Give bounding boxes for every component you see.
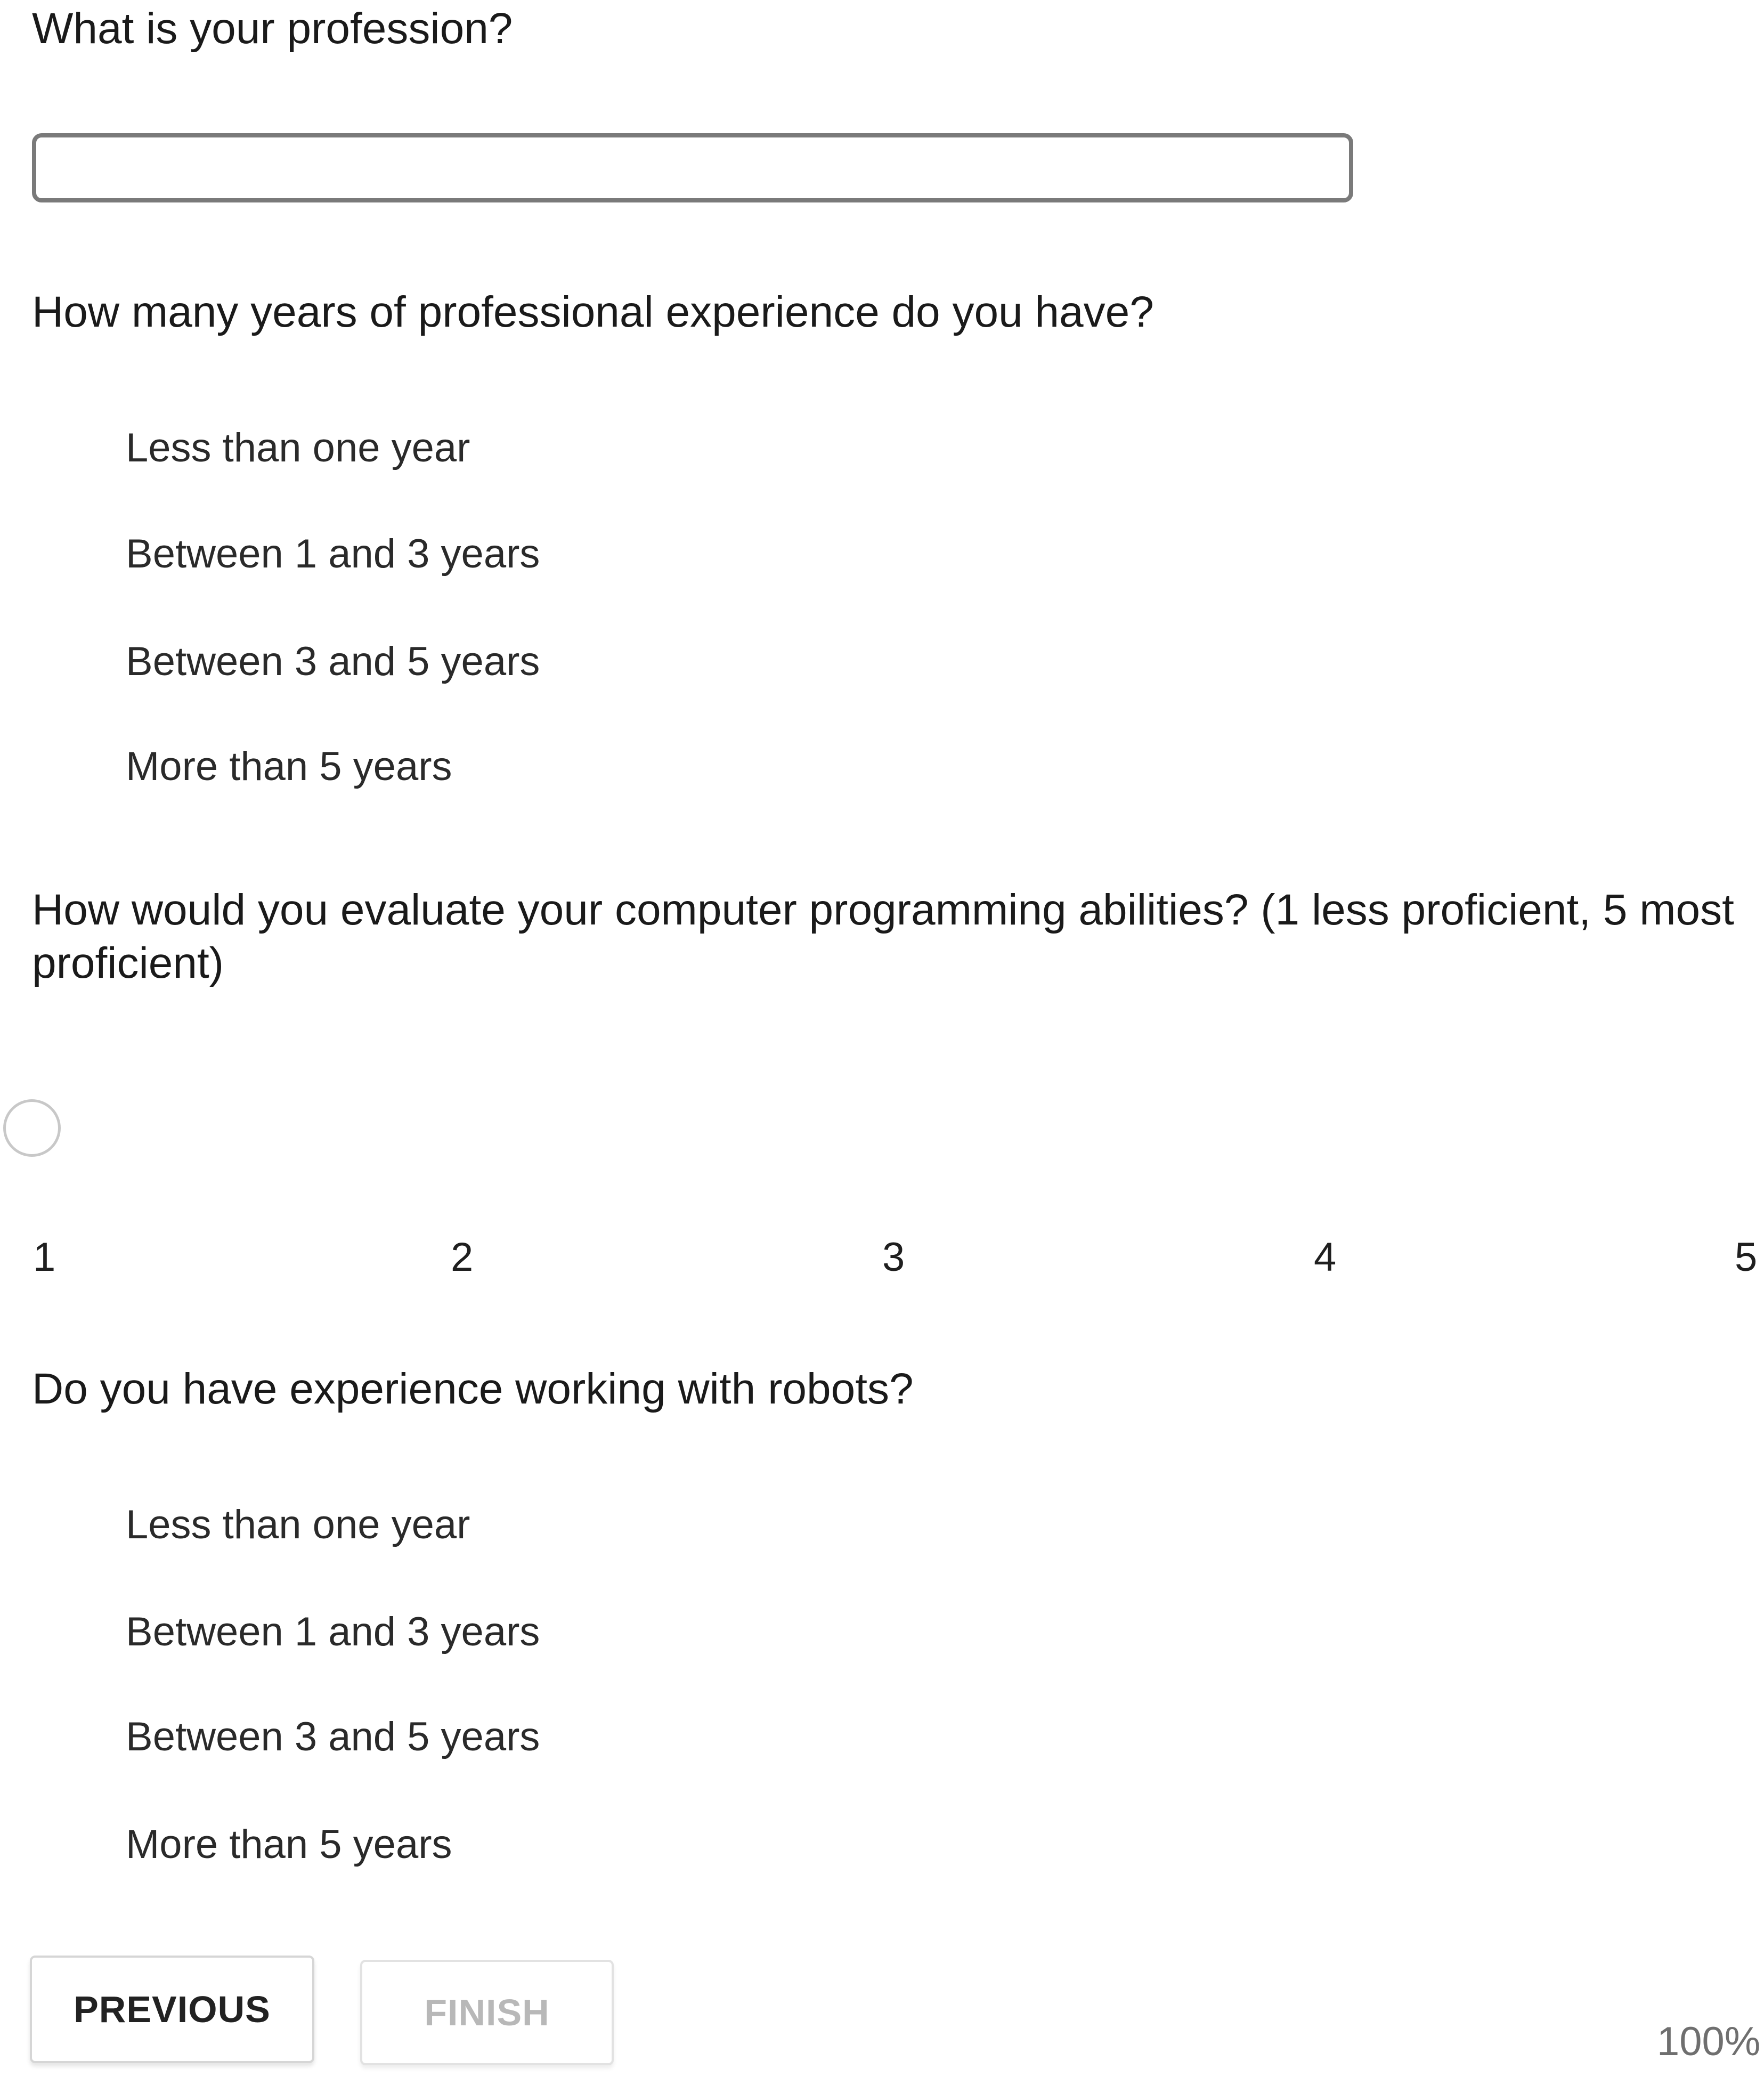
programming-ability-scale-radio[interactable] (3, 1099, 61, 1157)
question-profession-label: What is your profession? (32, 4, 513, 53)
question-programming-ability-label: How would you evaluate your computer programming abilities? (1 less proficient, 5 most proficient) (32, 886, 1734, 987)
previous-button[interactable]: PREVIOUS (30, 1956, 314, 2063)
scale-label-4: 4 (1314, 1235, 1337, 1280)
robot-option-1-to-3-years[interactable]: Between 1 and 3 years (126, 1609, 540, 1654)
finish-button[interactable]: FINISH (360, 1960, 614, 2065)
scale-label-3: 3 (882, 1235, 905, 1280)
question-robot-experience-label: Do you have experience working with robots? (32, 1365, 914, 1413)
experience-option-1-to-3-years[interactable]: Between 1 and 3 years (126, 531, 540, 577)
experience-option-less-than-one-year[interactable]: Less than one year (126, 425, 470, 470)
question-experience-label: How many years of professional experience do you have? (32, 288, 1154, 336)
robot-option-3-to-5-years[interactable]: Between 3 and 5 years (126, 1714, 540, 1759)
experience-option-more-than-5-years[interactable]: More than 5 years (126, 744, 452, 789)
profession-input[interactable] (32, 133, 1353, 202)
robot-option-more-than-5-years[interactable]: More than 5 years (126, 1822, 452, 1867)
experience-option-3-to-5-years[interactable]: Between 3 and 5 years (126, 639, 540, 684)
scale-label-2: 2 (451, 1235, 474, 1280)
robot-option-less-than-one-year[interactable]: Less than one year (126, 1502, 470, 1547)
scale-label-5: 5 (1735, 1235, 1758, 1280)
progress-percentage: 100% (1657, 2019, 1761, 2064)
scale-label-1: 1 (33, 1235, 56, 1280)
